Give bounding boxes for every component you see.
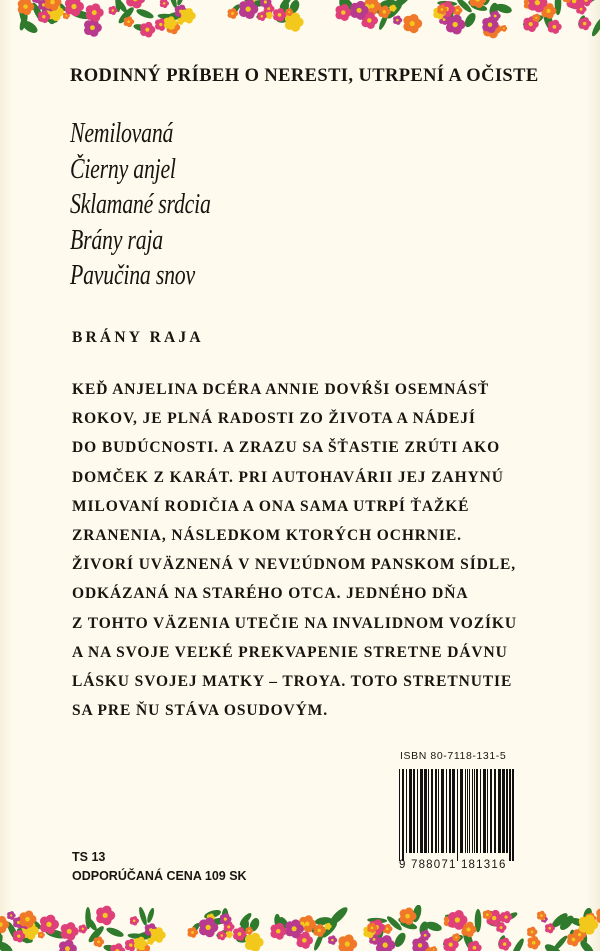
blurb-line: A NA SVOJE VEĽKÉ PREKVAPENIE STRETNE DÁVNU xyxy=(72,643,508,661)
blurb-line: DOMČEK Z KARÁT. PRI AUTOHAVÁRII JEJ ZAHYNÚ xyxy=(72,468,504,486)
ean-digits: 9 788071 181316 xyxy=(399,859,507,871)
blurb-line: KEĎ ANJELINA DCÉRA ANNIE DOVŔŠI OSEMNÁSŤ xyxy=(72,381,490,398)
book-blurb xyxy=(72,375,517,725)
isbn-number: ISBN 80-7118-131-5 xyxy=(400,750,507,762)
series-title: Pavučina snov xyxy=(70,260,195,291)
series-title: Sklamané srdcia xyxy=(70,189,211,220)
series-title-list xyxy=(70,116,250,294)
blurb-line: MILOVANÍ RODIČIA A ONA SAMA UTRPÍ ŤAŽKÉ xyxy=(72,497,470,515)
blurb-line: DO BUDÚCNOSTI. A ZRAZU SA ŠŤASTIE ZRÚTI AKO xyxy=(72,439,501,457)
floral-border-top xyxy=(0,0,600,40)
series-code: TS 13 xyxy=(72,850,106,864)
series-title: Nemilovaná xyxy=(70,118,174,149)
series-title: Brány raja xyxy=(70,224,163,256)
blurb-line: ROKOV, JE PLNÁ RADOSTI ZO ŽIVOTA A NÁDEJÍ xyxy=(72,410,476,428)
cover-heading: RODINNÝ PRÍBEH O NERESTI, UTRPENÍ A OČISTE xyxy=(70,66,539,86)
isbn-barcode xyxy=(397,750,517,876)
floral-border-bottom xyxy=(0,905,600,951)
blurb-line: Z TOHTO VÄZENIA UTEČIE NA INVALIDNOM VOZÍKU xyxy=(72,614,517,632)
blurb-line: SA PRE ŇU STÁVA OSUDOVÝM. xyxy=(72,702,329,720)
cover-footer xyxy=(72,848,247,886)
series-title: Čierny anjel xyxy=(70,153,176,185)
blurb-line: ŽIVORÍ UVÄZNENÁ V NEVĽÚDNOM PANSKOM SÍDLE, xyxy=(72,556,516,574)
book-title: BRÁNY RAJA xyxy=(72,329,204,346)
blurb-line: ODKÁZANÁ NA STARÉHO OTCA. JEDNÉHO DŇA xyxy=(72,585,469,603)
barcode-icon xyxy=(397,769,515,861)
price-label: ODPORÚČANÁ CENA 109 SK xyxy=(72,869,247,883)
blurb-line: ZRANENIA, NÁSLEDKOM KTORÝCH OCHRNIE. xyxy=(72,527,462,545)
blurb-line: LÁSKU SVOJEJ MATKY – TROYA. TOTO STRETNUTIE xyxy=(72,673,513,691)
